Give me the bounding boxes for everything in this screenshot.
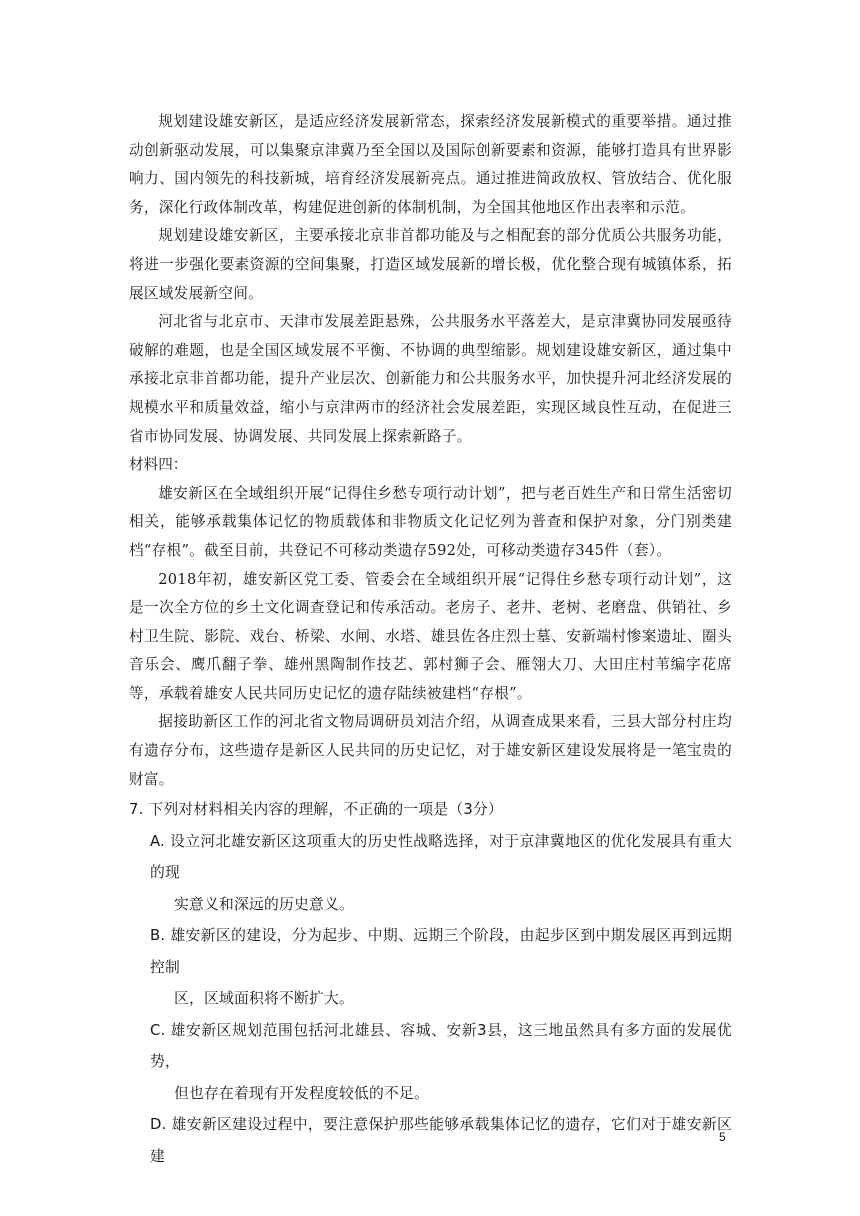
option-a: [129, 826, 732, 921]
option-a-continuation: 实意义和深远的历史意义。: [174, 895, 354, 913]
option-d: [129, 1109, 732, 1172]
page-number: 5: [719, 1130, 726, 1144]
paragraph-2: 规划建设雄安新区，主要承接北京非首都功能及与之相配套的部分优质公共服务功能，将进一步强化要素资源的空间集聚，打造区域发展新的增长极，优化整合现有城镇体系，拓展区域发展新空间。: [129, 227, 732, 302]
paragraph-1: 规划建设雄安新区，是适应经济发展新常态，探索经济发展新模式的重要举措。通过推动创新驱动发展，可以集聚京津冀乃至全国以及国际创新要素和资源，能够打造具有世界影响力、国内领先的科技新城，培育经济发展新亮点。通过推进简政放权、管放结合、优化服务，深化行政体制改革，构建促进创新的体制机制，为全国其他地区作出表率和示范。: [129, 113, 732, 216]
option-b-text: B. 雄安新区的建设，分为起步、中期、远期三个阶段，由起步区到中期发展区再到远期控制: [150, 927, 732, 976]
paragraph-4: 雄安新区在全域组织开展“记得住乡愁专项行动计划”，把与老百姓生产和日常生活密切相关，能够承载集体记忆的物质载体和非物质文化记忆列为普查和保护对象，分门别类建档“存根”。截至目前，共登记不可移动类遗存592处，可移动类遗存345件（套）。: [129, 484, 732, 559]
paragraph-6: 据接助新区工作的河北省文物局调研员刘洁介绍，从调查成果来看，三县大部分村庄均有遗存分布，这些遗存是新区人民共同的历史记忆，对于雄安新区建设发展将是一笔宝贵的财富。: [129, 713, 732, 788]
option-d-text: D. 雄安新区建设过程中，要注意保护那些能够承载集体记忆的遗存，它们对于雄安新区建: [150, 1116, 732, 1165]
material-label: 材料四：: [129, 456, 188, 474]
question-stem: 7. 下列对材料相关内容的理解，不正确的一项是（3分）: [129, 801, 503, 819]
option-c-text: C. 雄安新区规划范围包括河北雄县、容城、安新3县，这三地虽然具有多方面的发展优势，: [150, 1021, 732, 1071]
option-c-continuation: 但也存在着现有开发程度较低的不足。: [174, 1084, 429, 1102]
option-a-text: A. 设立河北雄安新区这项重大的历史性战略选择，对于京津冀地区的优化发展具有重大的现: [150, 832, 732, 882]
paragraph-5: 2018年初，雄安新区党工委、管委会在全域组织开展“记得住乡愁专项行动计划”，这是一次全方位的乡土文化调查登记和传承活动。老房子、老井、老树、老磨盘、供销社、乡村卫生院、影院、戏台、桥梁、水闸、水塔、雄县佐各庄烈士墓、安新端村惨案遗址、圈头音乐会、鹰爪翻子拳、雄州黑陶制作技艺、郭村狮子会、雁翎大刀、大田庄村苇编字花席等，承载着雄安人民共同历史记忆的遗存陆续被建档“存根”。: [129, 570, 732, 702]
paragraph-3: 河北省与北京市、天津市发展差距悬殊，公共服务水平落差大，是京津冀协同发展亟待破解的难题，也是全国区域发展不平衡、不协调的典型缩影。规划建设雄安新区，通过集中承接北京非首都功能，提升产业层次、创新能力和公共服务水平，加快提升河北经济发展的规模水平和质量效益，缩小与京津两市的经济社会发展差距，实现区域良性互动，在促进三省市协同发展、协调发展、共同发展上探索新路子。: [129, 313, 732, 445]
option-c: [129, 1015, 732, 1110]
option-b: [129, 920, 732, 1015]
page-content: [129, 108, 732, 1172]
option-b-continuation: 区，区域面积将不断扩大。: [174, 990, 354, 1008]
